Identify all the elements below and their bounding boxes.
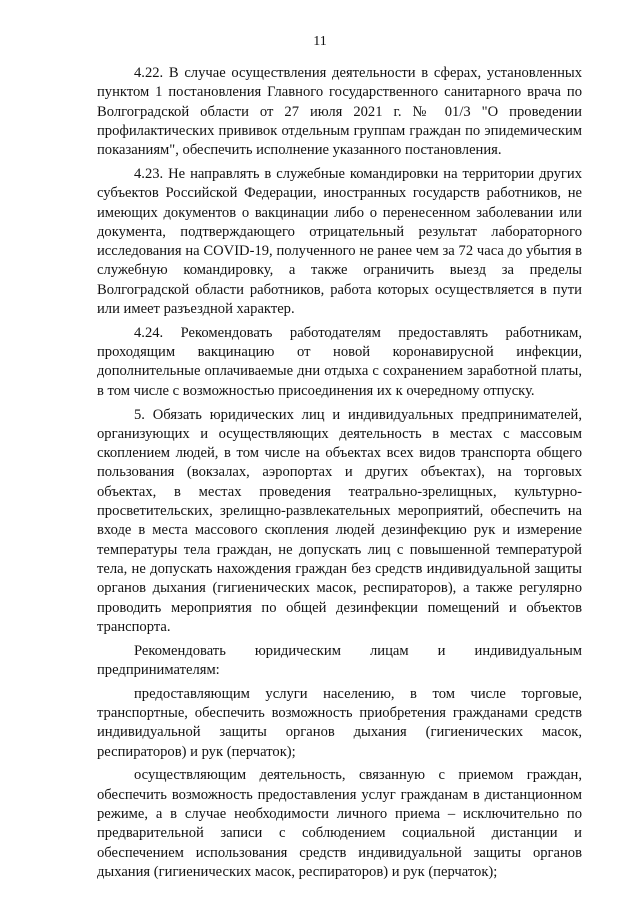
paragraph-reception: осуществляющим деятельность, связанную с приемом граждан, обеспечить возможность предоставления услуг гражданам в дистанционном режиме, а в случае необходимости личного приема – исключительно по предварительной записи с соблюдением социальной дистанции и обеспечением использования средств индивидуальной защиты органов дыхания (гигиенических масок, респираторов) и рук (перчаток); [97, 767, 582, 880]
paragraph-4-24: 4.24. Рекомендовать работодателям предоставлять работникам, проходящим вакцинацию от новой коронавирусной инфекции, дополнительные оплачиваемые дни отдыха с сохранением заработной платы, в том числе с возможностью присоединения их к очередному отпуску. [97, 324, 582, 399]
page-number: 11 [313, 34, 327, 49]
paragraph-services: предоставляющим услуги населению, в том числе торговые, транспортные, обеспечить возможность приобретения гражданами средств индивидуальной защиты органов дыхания (гигиенических масок, респираторов) и рук (перчаток); [97, 685, 582, 760]
paragraph-4-22: 4.22. В случае осуществления деятельности в сферах, установленных пунктом 1 постановления Главного государственного санитарного врача по Волгоградской области от 27 июля 2021 г. № 01/3 "О проведении профилактических прививок отдельным группам граждан по эпидемическим показаниям", обеспечить исполнение указанного постановления. [97, 65, 582, 159]
paragraph-5: 5. Обязать юридических лиц и индивидуальных предпринимателей, организующих и осуществляющих деятельность в местах с массовым скоплением людей, в том числе на объектах всех видов транспорта общего пользования (вокзалах, аэропортах и других объектах), на торговых объектах, в местах проведения театрально-зрелищных, культурно-просветительских, зрелищно-развлекательных мероприятий, обеспечить на входе в места массового скопления людей дезинфекцию рук и измерение температуры тела граждан, не допускать лиц с повышенной температурой тела, не допускать нахождения граждан без средств индивидуальной защиты органов дыхания (гигиенических масок, респираторов), а также регулярно проводить мероприятия по общей дезинфекции помещений и объектов транспорта. [97, 406, 582, 635]
paragraph-recommend: Рекомендовать юридическим лицам и индивидуальным предпринимателям: [97, 642, 582, 678]
paragraph-4-23: 4.23. Не направлять в служебные командировки на территории других субъектов Российской Федерации, иностранных государств работников, не имеющих документов о вакцинации либо о перенесенном заболевании или документа, подтверждающего отрицательный результат лабораторного исследования на COVID-19, полученного не ранее чем за 72 часа до убытия в служебную командировку, а также ограничить выезд за пределы Волгоградской области работников, работа которых осуществляется в пути или имеет разъездной характер. [97, 165, 582, 318]
document-body [97, 64, 582, 887]
